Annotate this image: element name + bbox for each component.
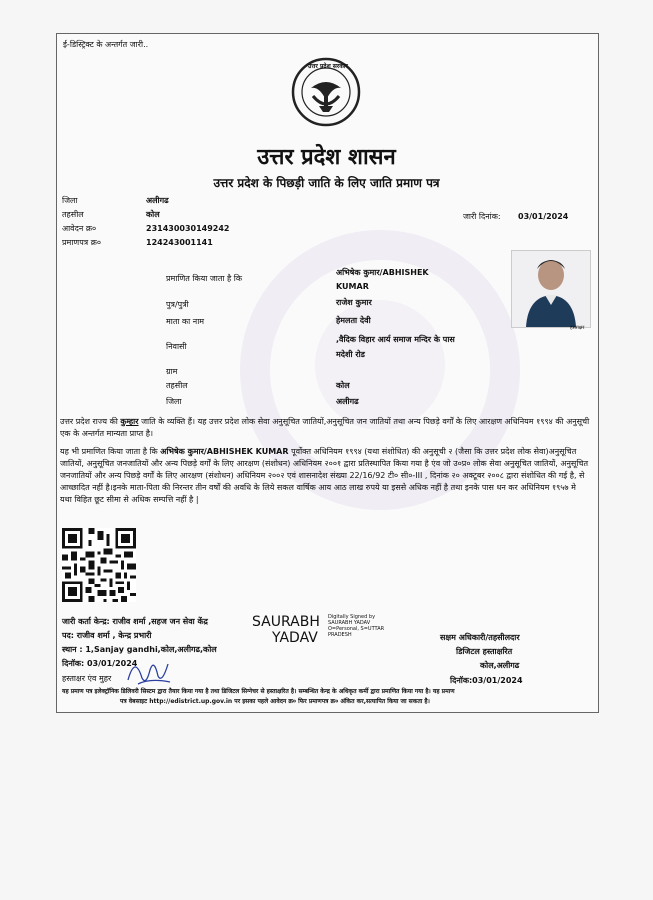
issuer-post: पद: राजीव शर्मा , केन्द्र प्रभारी xyxy=(62,631,152,640)
document-subtitle: उत्तर प्रदेश के पिछड़ी जाति के लिए जाति प्रमाण पत्र xyxy=(213,176,440,190)
certificate-label: प्रमाणपत्र क्र० xyxy=(62,238,101,247)
father-value: राजेश कुमार xyxy=(336,298,372,307)
certification-prefix: यह भी प्रमाणित किया जाता है कि xyxy=(60,447,161,456)
issuer-date: दिनॉक: 03/01/2024 xyxy=(62,659,138,668)
holder-name-line2: KUMAR xyxy=(336,282,369,291)
person-district-value: अलीगढ xyxy=(336,397,359,406)
watermark-center xyxy=(315,300,445,430)
authority-date: दिनॉक:03/01/2024 xyxy=(450,676,523,685)
issue-date-label: जारी दिनांक: xyxy=(463,212,501,221)
application-label: आवेदन क्र० xyxy=(62,224,97,233)
issuer-seal-label: हस्ताक्षर एंव मुहर xyxy=(62,674,112,683)
digital-signature-line1: Digitally Signed by xyxy=(328,614,376,620)
residence-label: निवासी xyxy=(166,342,187,351)
document-title: उत्तर प्रदेश शासन xyxy=(257,145,396,170)
mother-value: हेमलता देवी xyxy=(336,316,371,325)
holder-name-line1: अभिषेक कुमार/ABHISHEK xyxy=(336,268,429,277)
header-note: ई-डिस्ट्रिक्ट के अन्तर्गत जारी.. xyxy=(63,40,149,49)
issue-date-value: 03/01/2024 xyxy=(518,212,569,221)
authority-place: कोल,अलीगढ xyxy=(480,661,520,670)
father-label: पुत्र/पुत्री xyxy=(166,300,189,309)
issuer-place: स्थान : 1,Sanjay gandhi,कोल,अलीगढ,कोल xyxy=(62,645,217,654)
certification-suffix: पूर्वोक्त अधिनियम १९९४ (यथा संशोधित) की अनुसूची २ (जैसा कि उत्तर प्रदेश लोक सेवा)अनुसूचित जातियों, अनुसूचित जनजातियों और अन्य पिछड़े वर्गों के लिए आरक्षण (संशोधन) अधिनियम २००१ द्वारा प्रतिस्थापित किया गया है एंव जो उ०प्र० लोक सेवा अनुसूचित जातियों, अनुसूचित जनजातियों और अन्य पिछड़े वर्गों के लिए आरक्षण (संशोधन) अधिनियम २००२ एवं शासनादेश संख्या 22/16/92 टी० सी०-III , दिनांक २० अक्टूबर २००८ द्वारा संशोधित की गई है, से आच्छादित नहीं है।इनके माता-पिता की निरन्तर तीन वर्षों की अवधि के लिये सकल वार्षिक आय आठ लाख रुपये या इससे अधिक नहीं है तथा इनके पास धन कर अधिनियम १९५७ मे यथा विहित छूट सीमा से अधिक सम्पत्ति नहीं है | xyxy=(60,447,589,504)
residence-line2: मदेशी रोड xyxy=(336,350,365,359)
person-photo-icon xyxy=(512,251,590,327)
caste-paragraph-prefix: उत्तर प्रदेश राज्य की xyxy=(60,417,121,426)
photo-caption: हस्ताक्षर xyxy=(570,325,585,331)
digital-signature-line2: SAURABH YADAV xyxy=(328,620,371,626)
holder-photo xyxy=(511,250,591,328)
residence-line1: ,वैदिक विहार आर्य समाज मन्दिर के पास xyxy=(336,335,455,344)
person-tehsil-value: कोल xyxy=(336,381,350,390)
digital-signature-line3: O=Personal, S=UTTAR xyxy=(328,626,385,632)
caste-paragraph-suffix: जाति के व्यक्ति हैं। यह उत्तर प्रदेश लोक सेवा अनुसूचित जातियों,अनुसूचित जन जातियों तथा अन्य पिछड़े वर्गों के लिए आरक्षण अधिनियम १९९४ की अनुसूची एक के अन्तर्गत मान्यता प्राप्त है। xyxy=(60,417,590,438)
person-tehsil-label: तहसील xyxy=(166,381,188,390)
certified-label: प्रमाणित किया जाता है कि xyxy=(166,274,243,283)
district-label: जिला xyxy=(62,196,78,205)
caste-paragraph xyxy=(60,416,590,440)
footer-line2: पत्र वेबसाइट http://edistrict.up.gov.in पर इसका पहले आवेदन क्र० फिर प्रमाणपत्र क्र० अंकित कर,सत्यापित किया जा सकता है। xyxy=(120,698,430,705)
qr-code-icon xyxy=(62,528,136,602)
issuer-center: जारी कर्ता केन्द्र: राजीव शर्मा ,सहज जन सेवा केंद्र xyxy=(62,617,208,626)
certification-holder-name: अभिषेक कुमार/ABHISHEK KUMAR xyxy=(160,447,289,456)
footer-line1: यह प्रमाण पत्र इलेक्ट्रॉनिक डिलिवरी सिस्टम द्वारा तैयार किया गया है तथा डिजिटल सिग्नेचर से हस्ताक्षरित है। सम्बन्धित केन्द्र के अधिकृत कर्मी द्वारा प्रमाणित किया गया है। यह प्रमाण xyxy=(62,688,455,695)
caste-name: कुम्हार xyxy=(120,417,139,426)
application-number: 231430030149242 xyxy=(146,224,230,233)
digital-signature-line4: PRADESH xyxy=(328,632,352,638)
district-value: अलीगढ xyxy=(146,196,169,205)
digital-signer-name-line1: SAURABH xyxy=(252,614,320,630)
handwritten-signature-icon xyxy=(120,650,180,690)
tehsil-value: कोल xyxy=(146,210,160,219)
emblem-text: उत्तर प्रदेश सरकार xyxy=(308,63,348,70)
certificate-number: 124243001141 xyxy=(146,238,213,247)
digital-signer-name-line2: YADAV xyxy=(272,630,318,646)
authority-sign: डिजिटल हस्ताक्षरित xyxy=(456,647,513,656)
certification-paragraph xyxy=(60,446,590,506)
authority-title: सक्षम अधिकारी/तहसीलदार xyxy=(440,633,520,642)
village-label: ग्राम xyxy=(166,367,178,376)
person-district-label: जिला xyxy=(166,397,182,406)
mother-label: माता का नाम xyxy=(166,317,205,326)
tehsil-label: तहसील xyxy=(62,210,84,219)
